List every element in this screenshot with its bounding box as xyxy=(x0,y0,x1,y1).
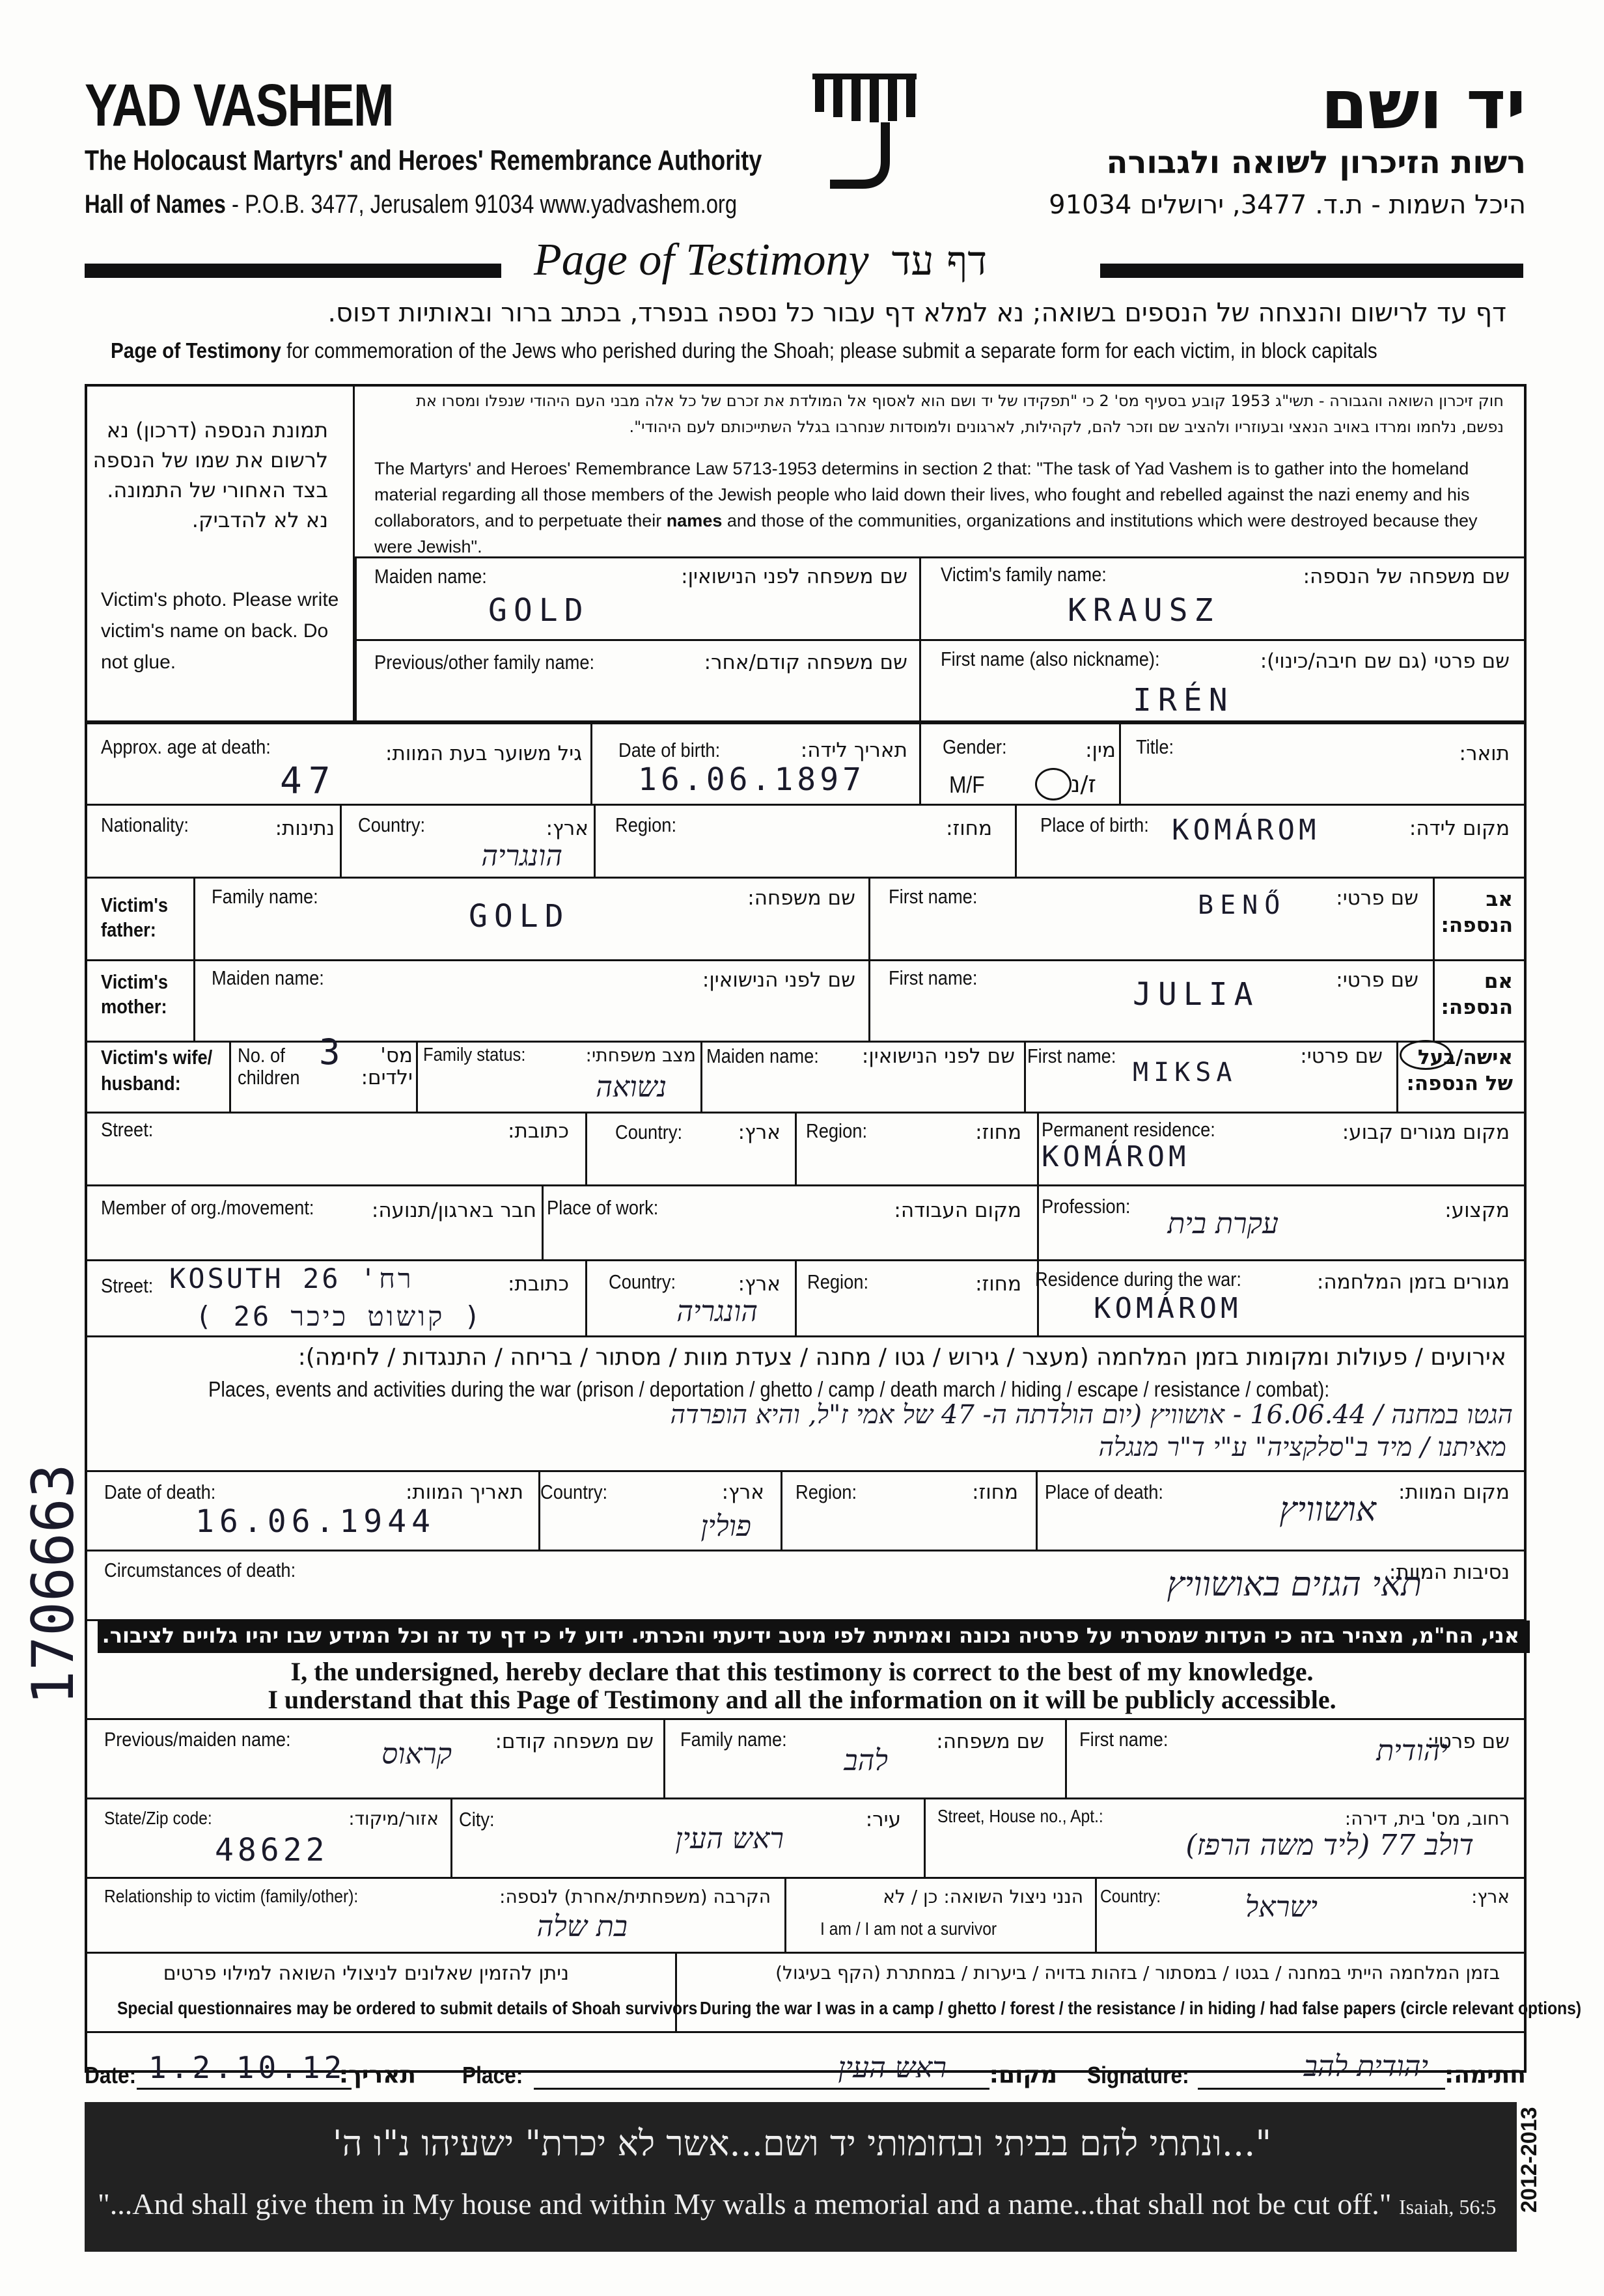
place-value: ראש העין xyxy=(838,2051,947,2084)
intro-text-he: דף עד לרישום והנצחה של הנספים בשואה; נא למלא דף עבור כל נספה בנפרד, בכתב ברור ובאותיות דפוס. xyxy=(327,298,1506,328)
war-status-en: During the war I was in a camp / ghetto / forest / the resistance / in hiding / had false papers (circle relevant options) xyxy=(700,1998,1582,2018)
perm-residence-value: KOMÁROM xyxy=(1042,1140,1190,1173)
submitter-country-value: ישראל xyxy=(1245,1891,1318,1924)
footer-quote-ref: Isaiah, 56:5 xyxy=(1399,2195,1497,2219)
hall-rest: - P.O.B. 3477, Jerusalem 91034 www.yadvashem.org xyxy=(225,190,738,219)
residence-region-label: Region: xyxy=(806,1119,868,1142)
father-first-value: BENŐ xyxy=(1198,890,1287,920)
war-residence-label: Residence during the war: xyxy=(1035,1268,1241,1291)
footer-quote-en xyxy=(98,2187,1496,2221)
mother-first-label-he: שם פרטי: xyxy=(1336,968,1418,992)
war-residence-value: KOMÁROM xyxy=(1094,1292,1242,1325)
prev-maiden-label-he: שם משפחה קודם: xyxy=(495,1730,654,1753)
photo-instructions-he: תמונת הנספה (דרכון) נא לרשום את שמו של הנספה בצד האחורי של התמונה. נא לא להדביק. xyxy=(92,418,328,532)
mother-maiden-label-he: שם לפני הנישואין: xyxy=(702,968,855,992)
submitter-first-label-he: שם פרטי: xyxy=(1427,1730,1510,1753)
perm-residence-label: Permanent residence: xyxy=(1042,1118,1215,1141)
residence-region-label-he: מחוז: xyxy=(975,1121,1021,1144)
dod-label-he: תאריך המוות: xyxy=(405,1481,523,1504)
place-line xyxy=(534,2088,989,2090)
circumstances-label-he: נסיבות המוות: xyxy=(1389,1561,1510,1584)
date-label-he: תאריך: xyxy=(339,2062,416,2088)
submitter-family-label-he: שם משפחה: xyxy=(936,1730,1044,1753)
date-label: Date: xyxy=(85,2062,137,2088)
pod-label: Place of death: xyxy=(1045,1481,1164,1503)
member-org-label: Member of org./movement: xyxy=(101,1196,314,1219)
declaration-en-line1: I, the undersigned, hereby declare that this testimony is correct to the best of my knowledge. xyxy=(290,1657,1314,1686)
father-family-label-he: שם משפחה: xyxy=(747,886,855,910)
place-label: Place: xyxy=(462,2062,523,2088)
title-rule-left xyxy=(85,264,501,278)
pod-value: אושוויץ xyxy=(1279,1490,1376,1529)
events-value-line1: הגטו במחנה / 16.06.44 - אושוויץ (יום הולדתה ה- 47 של אמי ז"ל, והיא הופרדה xyxy=(670,1400,1513,1430)
maiden-name-value: GOLD xyxy=(488,592,590,629)
death-country-value: פולין xyxy=(700,1510,751,1543)
address-label: Street, House no., Apt.: xyxy=(937,1806,1103,1826)
family-status-label-he: מצב משפחתי: xyxy=(585,1045,696,1066)
menorah-hand-logo-icon xyxy=(807,70,924,194)
family-status-value: נשואה xyxy=(596,1071,667,1104)
victim-family-value: KRAUSZ xyxy=(1068,592,1220,629)
law-en-a: The Martyrs' and Heroes' Remembrance Law 5713-1953 determins in section 2 that: "The task of Yad Vashem is to gather into the homeland material regarding all those members of the Jewish people who laid down their lives, who fought and rebelled against the nazi enemy and his collaborators, and to perpetuate their xyxy=(374,459,1470,530)
workplace-label-he: מקום העבודה: xyxy=(894,1199,1021,1222)
city-label: City: xyxy=(459,1808,495,1831)
war-street-label: Street: xyxy=(101,1274,154,1297)
events-label-en: Places, events and activities during the war (prison / deportation / ghetto / camp / death march / hiding / escape / resistance / combat): xyxy=(208,1377,1330,1401)
signature-value: יהודית להב xyxy=(1303,2050,1428,2083)
declaration-he: אני, הח"מ, מצהיר בזה כי העדות שמסרתי על פרטיה נכונה ואמיתית לפי מיטב ידיעתי והכרתי. ידוע לי כי דף עד זה וכל המידע שבו יהיו גלויים לציבור. xyxy=(102,1623,1519,1648)
children-label: No. of children xyxy=(238,1044,300,1089)
nationality-label-he: נתינות: xyxy=(275,817,335,840)
spouse-label: Victim's wife/ husband: xyxy=(101,1046,213,1095)
children-label-he: מס' ילדים: xyxy=(361,1044,413,1089)
war-street-value-2: ( 26 קושוט כיכר ) xyxy=(195,1300,484,1332)
submitter-first-value: יהודית xyxy=(1376,1734,1448,1768)
mother-maiden-label: Maiden name: xyxy=(212,966,324,989)
events-value-line2: מאיתנו / מיד ב"סלקציה" ע"י ד"ר מנגלה xyxy=(1098,1432,1506,1462)
submitter-country-label-he: ארץ: xyxy=(1471,1886,1510,1907)
dob-label: Date of birth: xyxy=(618,739,721,761)
title-label-he: תואר: xyxy=(1459,742,1510,765)
date-line xyxy=(137,2088,352,2090)
submitter-family-value: להב xyxy=(844,1744,888,1777)
submitter-family-label: Family name: xyxy=(680,1728,787,1751)
profession-label-he: מקצוע: xyxy=(1445,1199,1510,1222)
city-value: ראש העין xyxy=(675,1822,784,1855)
law-text-he: חוק זיכרון השואה והגבורה - תשי"ג 1953 קובע בסעיף מס' 2 כי "תפקידו של יד ושם הוא לאסוף אל המולדת את זכרם של כל אלה מבני העם היהודי שנפלו ומסרו את נפשם, נלחמו ומרדו באויב הנאצי ובעוזריו ולהציב שם וזכר להם, לקהילות, לארגונים ולמוסדות שנחרבו בגלל השתייכותם לעם היהודי". xyxy=(416,392,1504,436)
gender-circle-mark xyxy=(1035,768,1072,800)
intro-text-en xyxy=(111,338,1377,363)
father-label-he: אב הנספה: xyxy=(1441,888,1513,937)
pob-value: KOMÁROM xyxy=(1172,813,1320,847)
relationship-label: Relationship to victim (family/other): xyxy=(104,1886,359,1906)
gender-label: Gender: xyxy=(943,735,1007,758)
death-region-label: Region: xyxy=(795,1481,857,1503)
hall-bold: Hall of Names xyxy=(85,190,226,219)
nationality-label: Nationality: xyxy=(101,813,189,836)
street-label-he: כתובת: xyxy=(508,1119,569,1143)
events-label-he: אירועים / פעולות ומקומות בזמן המלחמה (מעצר / גירוש / גטו / מחנה / צעדת מוות / מסתור / בריחה / התנגדות / לחימה): xyxy=(297,1344,1506,1371)
war-region-label-he: מחוז: xyxy=(975,1272,1021,1296)
street-label: Street: xyxy=(101,1118,154,1141)
survivor-questionnaire-en: Special questionnaires may be ordered to submit details of Shoah survivors xyxy=(117,1998,698,2018)
intro-rest: for commemoration of the Jews who perished during the Shoah; please submit a separate form for each victim, in block capitals xyxy=(281,338,1377,362)
law-text-en xyxy=(374,456,1500,560)
nationality-country-label: Country: xyxy=(358,813,426,836)
nationality-country-value: הונגריה xyxy=(481,840,562,873)
submitter-prev-name-value: קראוס xyxy=(381,1738,452,1771)
law-en-bold: names xyxy=(666,511,723,530)
submitter-country-label: Country: xyxy=(1100,1886,1161,1906)
spouse-label-he: אישה/בעל של הנספה: xyxy=(1406,1046,1513,1095)
gender-options: M/F xyxy=(949,771,985,798)
prev-maiden-label: Previous/maiden name: xyxy=(104,1728,291,1751)
father-family-value: GOLD xyxy=(469,898,570,935)
survivor-label: I am / I am not a survivor xyxy=(820,1919,997,1939)
age-label: Approx. age at death: xyxy=(101,735,271,758)
page-title-he: דף עד xyxy=(891,237,988,284)
signature-label-he: חתימה: xyxy=(1444,2062,1526,2088)
war-region-label: Region: xyxy=(807,1270,869,1293)
dob-value: 16.06.1897 xyxy=(638,761,865,798)
family-status-label: Family status: xyxy=(423,1045,526,1065)
circumstances-value: תאי הגזים באושוויץ xyxy=(1167,1565,1422,1604)
signature-line xyxy=(1198,2088,1445,2090)
spouse-first-label: First name: xyxy=(1027,1045,1116,1067)
org-name-he: יד ושם xyxy=(1321,65,1526,144)
address-label-he: רחוב, מס' בית, דירה: xyxy=(1344,1808,1510,1829)
spouse-circle-mark xyxy=(1400,1040,1452,1070)
zip-value: 48622 xyxy=(215,1832,329,1868)
relationship-value: בת שלה xyxy=(536,1910,628,1943)
death-country-label: Country: xyxy=(540,1481,608,1503)
war-street-value: KOSUTH רח' 26 xyxy=(169,1263,414,1294)
org-name-en: YAD VASHEM xyxy=(85,72,394,139)
war-country-label: Country: xyxy=(609,1270,676,1293)
spouse-first-value: MIKSA xyxy=(1133,1058,1238,1087)
pod-label-he: מקום המוות: xyxy=(1398,1481,1510,1504)
dod-value: 16.06.1944 xyxy=(195,1503,436,1540)
mother-label-he: אם הנספה: xyxy=(1441,970,1513,1019)
father-first-label: First name: xyxy=(889,885,978,908)
survivor-questionnaire-he: ניתן להזמין שאלונים לניצולי השואה למילוי פרטים xyxy=(163,1962,569,1985)
first-name-value: IRÉN xyxy=(1133,682,1234,718)
profession-label: Profession: xyxy=(1042,1195,1131,1218)
form-year: 2012-2013 xyxy=(1517,2107,1542,2213)
age-label-he: גיל משוער בעת המוות: xyxy=(385,742,582,765)
survivor-label-he: הנני ניצול השואה: כן / לא xyxy=(883,1886,1083,1907)
org-subtitle-he: רשות הזיכרון לשואה ולגבורה xyxy=(1106,144,1526,181)
address-value: דולב 77 (ליד משה הרפז) xyxy=(1185,1829,1474,1862)
dod-label: Date of death: xyxy=(104,1481,216,1503)
residence-country-label-he: ארץ: xyxy=(738,1121,781,1144)
first-name-nick-label: First name (also nickname): xyxy=(941,648,1160,670)
title-rule-right xyxy=(1100,264,1523,278)
victim-family-label: Victim's family name: xyxy=(941,563,1107,586)
age-value: 47 xyxy=(280,760,337,802)
date-value: 1.2.10.12 xyxy=(148,2050,346,2085)
handwritten-side-number: 1706663 xyxy=(20,1464,87,1705)
previous-family-label-he: שם משפחה קודם/אחר: xyxy=(704,651,907,674)
dob-label-he: תאריך לידה: xyxy=(800,739,907,762)
zip-label: State/Zip code: xyxy=(104,1808,212,1828)
circumstances-label: Circumstances of death: xyxy=(104,1559,296,1581)
mother-first-value: JULIA xyxy=(1133,976,1260,1013)
org-subtitle-en: The Holocaust Martyrs' and Heroes' Remembrance Authority xyxy=(85,144,762,176)
city-label-he: עיר: xyxy=(865,1808,901,1831)
spouse-maiden-label: Maiden name: xyxy=(706,1045,819,1067)
mother-label: Victim's mother: xyxy=(101,970,169,1018)
pob-label-he: מקום לידה: xyxy=(1409,817,1510,840)
mother-first-label: First name: xyxy=(889,966,978,989)
gender-options-he: ז/נ xyxy=(1070,771,1096,798)
gender-label-he: מין: xyxy=(1085,739,1116,762)
death-country-label-he: ארץ: xyxy=(721,1481,764,1504)
nationality-country-label-he: ארץ: xyxy=(546,817,588,840)
previous-family-label: Previous/other family name: xyxy=(374,651,595,674)
first-name-nick-label-he: שם פרטי (גם שם חיבה/כינוי): xyxy=(1260,649,1510,673)
page-title-en: Page of Testimony xyxy=(534,235,869,285)
war-status-he: בזמן המלחמה הייתי במחנה / בגטו / במסתור / בזהות בדויה / ביערות / במחתרת (הקף בעיגול) xyxy=(775,1962,1500,1984)
war-country-value: הונגריה xyxy=(676,1295,758,1328)
title-label: Title: xyxy=(1136,735,1174,758)
law-en-b: and those of the communities, organizations and institutions which were destroyed because they were Jewish". xyxy=(374,511,1478,556)
birth-region-label: Region: xyxy=(615,813,677,836)
intro-bold: Page of Testimony xyxy=(111,338,281,362)
maiden-name-label: Maiden name: xyxy=(374,565,487,588)
residence-country-label: Country: xyxy=(615,1121,683,1143)
maiden-name-label-he: שם משפחה לפני הנישואין: xyxy=(681,565,907,588)
pob-label: Place of birth: xyxy=(1040,813,1149,836)
spouse-maiden-label-he: שם לפני הנישואין: xyxy=(861,1045,1015,1068)
father-family-label: Family name: xyxy=(212,885,318,908)
father-label: Victim's father: xyxy=(101,894,169,941)
photo-instructions-en: Victim's photo. Please write victim's name on back. Do not glue. xyxy=(101,589,339,673)
father-first-label-he: שם פרטי: xyxy=(1336,886,1418,910)
war-residence-label-he: מגורים בזמן המלחמה: xyxy=(1316,1270,1510,1294)
place-label-he: מקום: xyxy=(989,2062,1057,2088)
zip-label-he: אזור/מיקוד: xyxy=(348,1808,439,1829)
member-org-label-he: חבר בארגון/תנועה: xyxy=(371,1199,536,1222)
perm-residence-label-he: מקום מגורים קבוע: xyxy=(1342,1121,1510,1144)
war-country-label-he: ארץ: xyxy=(738,1272,781,1296)
birth-region-label-he: מחוז: xyxy=(946,817,992,840)
hall-of-names-en xyxy=(85,190,737,219)
relationship-label-he: הקרבה (משפחתית/אחרת) לנספה: xyxy=(499,1886,771,1907)
victim-family-label-he: שם משפחה של הנספה: xyxy=(1303,565,1510,588)
submitter-first-label: First name: xyxy=(1079,1728,1168,1751)
death-region-label-he: מחוז: xyxy=(972,1481,1018,1504)
war-street-label-he: כתובת: xyxy=(508,1272,569,1296)
workplace-label: Place of work: xyxy=(547,1196,659,1219)
children-value: 3 xyxy=(319,1032,347,1073)
hall-of-names-he: היכל השמות - ת.ד. 3477, ירושלים 91034 xyxy=(1049,190,1526,220)
page-title xyxy=(534,234,987,286)
signature-label: Signature: xyxy=(1087,2062,1189,2088)
declaration-en-line2: I understand that this Page of Testimony and all the information on it will be publicly accessible. xyxy=(268,1685,1336,1714)
spouse-first-label-he: שם פרטי: xyxy=(1300,1045,1383,1068)
footer-quote-he: "...ונתתי להם בביתי ובחומותי יד ושם...אשר לא יכרת" ישעיהו נ"ו ה' xyxy=(332,2123,1272,2164)
footer-quote-text: "...And shall give them in My house and within My walls a memorial and a name...that shall not be cut off." xyxy=(98,2187,1392,2221)
profession-value: עקרת בית xyxy=(1167,1207,1279,1240)
